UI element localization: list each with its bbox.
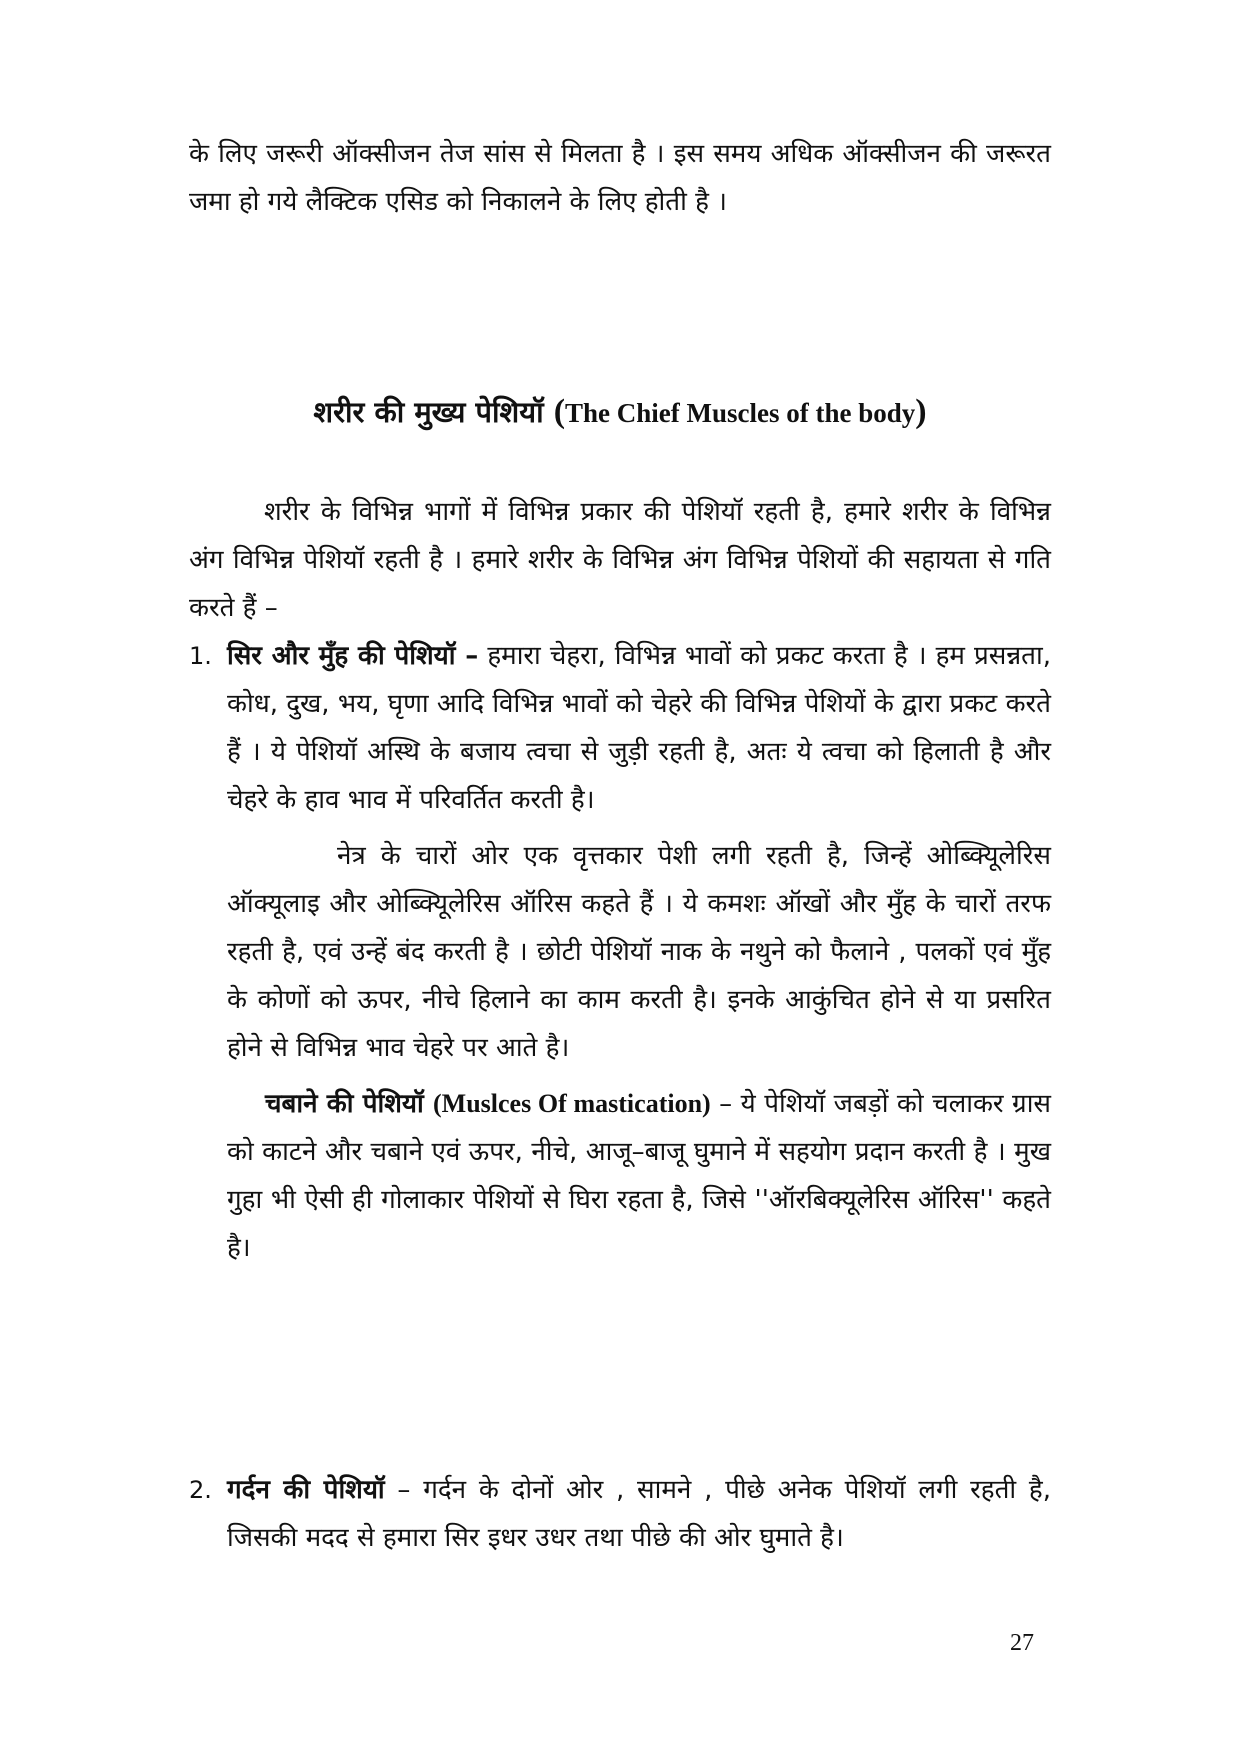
list-number-2: 2.	[189, 1476, 212, 1504]
overview-paragraph	[189, 488, 1051, 632]
intro-text: के लिए जरूरी ऑक्सीजन तेज सांस से मिलता है । इस समय अधिक ऑक्सीजन की जरूरत जमा हो गये लैक्टिक एसिड को निकालने के लिए होती है ।	[189, 139, 1051, 217]
intro-paragraph	[189, 130, 1051, 226]
mastication-title: चबाने की पेशियॉ	[265, 1089, 433, 1119]
page-number: 27	[1010, 1630, 1034, 1656]
heading-english: The Chief Muscles of the body	[565, 398, 916, 428]
item2-title: गर्दन की पेशियॉ	[227, 1475, 385, 1505]
item1-text: हमारा चेहरा, विभिन्न भावों को प्रकट करता है । हम प्रसन्नता, कोध, दुख, भय, घृणा आदि विभिन्न भावों को चेहरे की विभिन्न पेशियों के द्वारा प्रकट करते हैं । ये पेशियॉ अस्थि के बजाय त्वचा से जुड़ी रहती है, अतः ये त्वचा को हिलाती है और चेहरे के हाव भाव में परिवर्तित करती है।	[227, 641, 1051, 815]
mastication-english: (Muslces Of mastication)	[433, 1089, 711, 1118]
overview-text: शरीर के विभिन्न भागों में विभिन्न प्रकार की पेशियॉ रहती है, हमारे शरीर के विभिन्न अंग विभिन्न पेशियॉ रहती है । हमारे शरीर के विभिन्न अंग विभिन्न पेशियों की सहायता से गति करते हैं –	[189, 497, 1051, 623]
item2-text: – गर्दन के दोनों ओर , सामने , पीछे अनेक पेशियॉ लगी रहती है, जिसकी मदद से हमारा सिर इधर उधर तथा पीछे की ओर घुमाते है।	[227, 1475, 1051, 1553]
mastication-text: – ये पेशियॉ जबड़ों को चलाकर ग्रास को काटने और चबाने एवं ऊपर, नीचे, आजू–बाजू घुमाने में सहयोग प्रदान करती है । मुख गुहा भी ऐसी ही गोलाकार पेशियों से घिरा रहता है, जिसे ''ऑरबिक्यूलेरिस ऑरिस'' कहते है।	[227, 1089, 1052, 1263]
mastication-paragraph	[227, 1080, 1051, 1272]
heading-open-paren: (	[553, 393, 566, 430]
item1-eye-muscles-text: नेत्र के चारों ओर एक वृत्तकार पेशी लगी रहती है, जिन्हें ओब्क्यिूलेरिस ऑक्यूलाइ और ओब्क्यिूलेरिस ऑरिस कहते हैं । ये कमशः ऑखों और मुँह के चारों तरफ रहती है, एवं उन्हें बंद करती है । छोटी पेशियॉ नाक के नथुने को फैलाने , पलकों एवं मुँह के कोणों को ऊपर, नीचे हिलाने का काम करती है। इनके आकुंचित होने से या प्रसरित होने से विभिन्न भाव चेहरे पर आते है।	[227, 841, 1051, 1063]
list-item-head-face-muscles	[189, 632, 1051, 1272]
heading-hindi: शरीर की मुख्य पेशियॉ	[313, 395, 554, 429]
item1-title: सिर और मुँह की पेशियॉ –	[227, 641, 479, 671]
heading-close-paren: )	[915, 393, 927, 430]
item2-paragraph	[227, 1466, 1051, 1562]
list-number-1: 1.	[189, 642, 212, 670]
section-heading	[189, 392, 1051, 433]
list-item-neck-muscles	[189, 1466, 1051, 1562]
item1-paragraph	[227, 632, 1051, 824]
